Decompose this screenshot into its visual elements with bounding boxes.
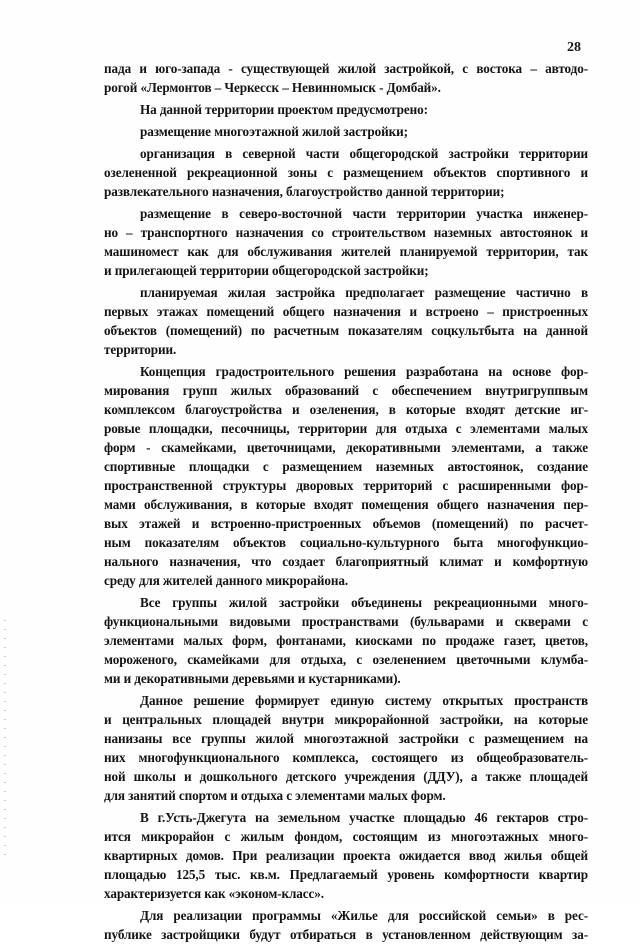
text-line: Все группы жилой застройки объединены рекреационными много- [140, 595, 588, 610]
text-line: форм - скамейками, цветочницами, декоративными элементами, а также [104, 440, 588, 455]
text-line: первых этажах помещений общего назначения и встроено – пристроенных [104, 304, 588, 319]
text-line: организация в северной части общегородской застройки территории [140, 146, 588, 161]
text-line: вых этажей и встроенно-пристроенных объемов (помещений) по расчет- [104, 516, 588, 531]
text-line: характеризуется как «эконом-класс». [104, 886, 324, 901]
text-line: Для реализации программы «Жилье для российской семьи» в рес- [140, 908, 588, 923]
text-line: квартирных домов. При реализации проекта ожидается ввод жилья общей [104, 848, 588, 863]
text-line: элементами малых форм, фонтанами, киосками по продаже газет, цветов, [104, 633, 588, 648]
text-line: ной школы и дошкольного детского учреждения (ДДУ), а также площадей [104, 769, 588, 784]
text-line: мами обслуживания, в которые входят помещения общего назначения пер- [104, 497, 588, 512]
text-line: развлекательного назначения, благоустройство данной территории; [104, 184, 505, 199]
text-line: машиномест как для обслуживания жителей планируемой территории, так [104, 244, 588, 259]
text-line: ми и декоративными деревьями и кустарниками). [104, 671, 401, 686]
text-line: пространственной структуры дворовых территорий с расширенными фор- [104, 478, 588, 493]
text-line: ным показателям объектов социально-культурного быта многофункцио- [104, 535, 588, 550]
text-line: На данной территории проектом предусмотрено: [140, 102, 428, 117]
text-line: них многофункционального комплекса, состоящего из общеобразователь- [104, 750, 588, 765]
text-line: озелененной рекреационной зоны с размещением объектов спортивного и [104, 165, 588, 180]
text-line: размещение многоэтажной жилой застройки; [140, 124, 408, 139]
text-line: но – транспортного назначения со строительством наземных автостоянок и [104, 225, 588, 240]
text-line: ится микрорайон с жилым фондом, состоящим из многоэтажных много- [104, 829, 588, 844]
text-line: планируемая жилая застройка предполагает размещение частично в [140, 285, 588, 300]
body-text [104, 59, 588, 944]
text-line: нанизаны все группы жилой многоэтажной застройки с размещением на [104, 731, 588, 746]
text-line: публике застройщики будут отбираться в установленном действующим за- [104, 927, 588, 942]
text-line: функциональными видовыми пространствами (бульварами и скверами с [104, 614, 588, 629]
text-line: мирования групп жилых образований с обеспечением внутригруппвым [104, 383, 588, 398]
text-line: площадью 125,5 тыс. кв.м. Предлагаемый уровень комфортности квартир [104, 867, 588, 882]
text-line: объектов (помещений) по расчетным показателям соцкультбыта на данной [104, 323, 588, 338]
text-line: ровые площадки, песочницы, территории для отдыха с элементами малых [104, 421, 588, 436]
page-number: 28 [567, 40, 581, 55]
text-line: Концепция градостроительного решения разработана на основе фор- [140, 364, 588, 379]
text-line: и прилегающей территории общегородской застройки; [104, 263, 429, 278]
text-line: территории. [104, 342, 177, 357]
text-line: для занятий спортом и отдыха с элементами малых форм. [104, 788, 446, 803]
text-line: нального назначения, что создает благоприятный климат и комфортную [104, 554, 588, 569]
text-line: В г.Усть-Джегута на земельном участке площадью 46 гектаров стро- [140, 810, 588, 825]
text-line: среду для жителей данного микрорайона. [104, 573, 349, 588]
text-line: пада и юго-запада - существующей жилой застройкой, с востока – автодо- [104, 61, 588, 76]
text-line: и центральных площадей внутри микрорайонной застройки, на которые [104, 712, 588, 727]
text-line: размещение в северо-восточной части территории участка инженер- [140, 206, 588, 221]
text-line: комплексом благоустройства и озеленения, в которые входят детские иг- [104, 402, 588, 417]
text-line: мороженого, скамейками для отдыха, с озеленением цветочными клумба- [104, 652, 588, 667]
scan-margin-marks [4, 620, 6, 860]
text-line: спортивные площадки с размещением наземных автостоянок, создание [104, 459, 588, 474]
text-line: рогой «Лермонтов – Черкесск – Невинномыск - Домбай». [104, 80, 441, 95]
text-line: Данное решение формирует единую систему открытых пространств [140, 693, 588, 708]
